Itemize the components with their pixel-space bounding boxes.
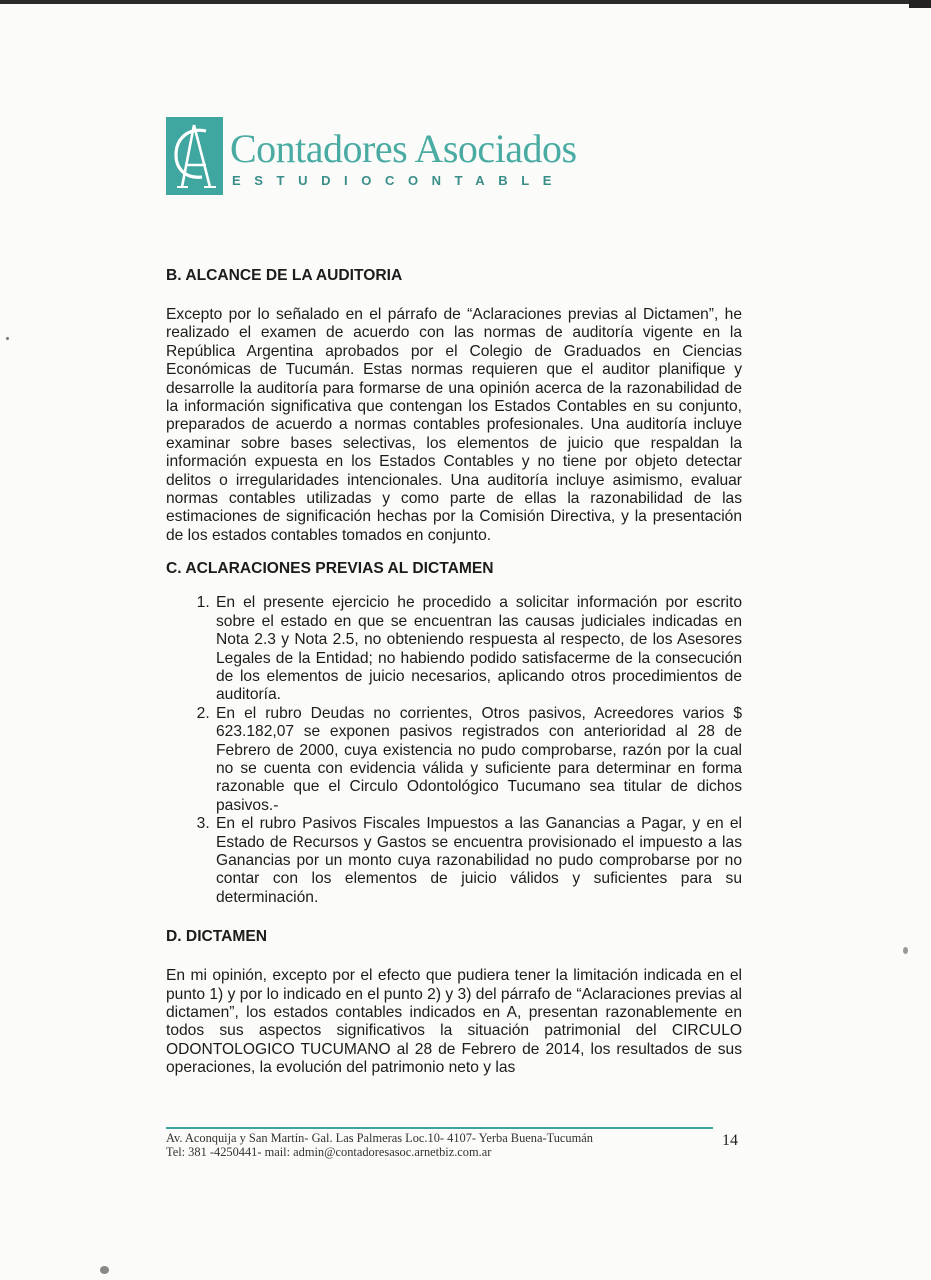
logo-monogram-box (166, 117, 223, 195)
list-item: 1. En el presente ejercicio he procedido a solicitar información por escrito sobre el estado en que se encuentran las causas judiciales indicadas en Nota 2.3 y Nota 2.5, no obteniendo respuesta al respecto, de los Asesores Legales de la Entidad; no habiendo podido satisfacerme de la consecución de los elementos de juicio necesarios, aplicando otros procedimientos de auditoría. (214, 594, 742, 704)
logo-monogram-icon (166, 117, 223, 195)
page-number: 14 (722, 1132, 738, 1149)
list-item: 2. En el rubro Deudas no corrientes, Otros pasivos, Acreedores varios $ 623.182,07 se exponen pasivos registrados con anterioridad al 28 de Febrero de 2000, cuya existencia no pudo comprobarse, razón por la cual no se cuenta con evidencia válida y suficiente para determinar en forma razonable que el Circulo Odontológico Tucumano sea titular de dichos pasivos.- (214, 705, 742, 815)
footer-divider (166, 1127, 713, 1129)
scan-speck (6, 337, 9, 340)
section-d-heading: D. DICTAMEN (166, 928, 268, 946)
scan-top-edge (0, 0, 931, 4)
section-c-heading: C. ACLARACIONES PREVIAS AL DICTAMEN (166, 560, 494, 578)
list-item: 3. En el rubro Pasivos Fiscales Impuestos a las Ganancias a Pagar, y en el Estado de Recursos y Gastos se encuentra provisionado el impuesto a las Ganancias por un monto cuya razonabilidad no pudo comprobarse por no contar con los elementos de juicio válidos y suficientes para su determinación. (214, 815, 742, 907)
section-b-paragraph: Excepto por lo señalado en el párrafo de “Aclaraciones previas al Dictamen”, he realizado el examen de acuerdo con las normas de auditoría vigente en la República Argentina aprobados por el Colegio de Graduados en Ciencias Económicas de Tucumán. Estas normas requieren que el auditor planifique y desarrolle la auditoría para formarse de una opinión acerca de la razonabilidad de la información significativa que contengan los Estados Contables en su conjunto, preparados de acuerdo a normas contables profesionales. Una auditoría incluye examinar sobre bases selectivas, los elementos de juicio que respaldan la información expuesta en los Estados Contables y no tiene por objeto detectar delitos o irregularidades intencionales. Una auditoría incluye asimismo, evaluar normas contables utilizadas y como parte de ellas la razonabilidad de las estimaciones de significación hechas por la Comisión Directiva, y la presentación de los estados contables tomados en conjunto. (166, 306, 742, 544)
section-b-heading: B. ALCANCE DE LA AUDITORIA (166, 267, 403, 284)
section-c-list (166, 594, 742, 907)
footer-contact: Tel: 381 -4250441- mail: admin@contadoresasoc.arnetbiz.com.ar (166, 1145, 492, 1159)
logo-title: Contadores Asociados (230, 126, 577, 171)
footer-address: Av. Aconquija y San Martín- Gal. Las Palmeras Loc.10- 4107- Yerba Buena-Tucumán (166, 1131, 593, 1145)
scan-speck (100, 1266, 109, 1274)
scan-corner-mark (909, 0, 931, 8)
scan-speck (903, 947, 908, 954)
logo-subtitle: ESTUDIOCONTABLE (232, 173, 566, 188)
document-body (166, 266, 742, 1078)
section-d-paragraph: En mi opinión, excepto por el efecto que pudiera tener la limitación indicada en el punto 1) y por lo indicado en el punto 2) y 3) del párrafo de “Aclaraciones previas al dictamen”, los estados contables indicados en A, presentan razonablemente en todos sus aspectos significativos la situación patrimonial del CIRCULO ODONTOLOGICO TUCUMANO al 28 de Febrero de 2014, los resultados de sus operaciones, la evolución del patrimonio neto y las (166, 967, 742, 1077)
firm-logo (166, 117, 577, 197)
